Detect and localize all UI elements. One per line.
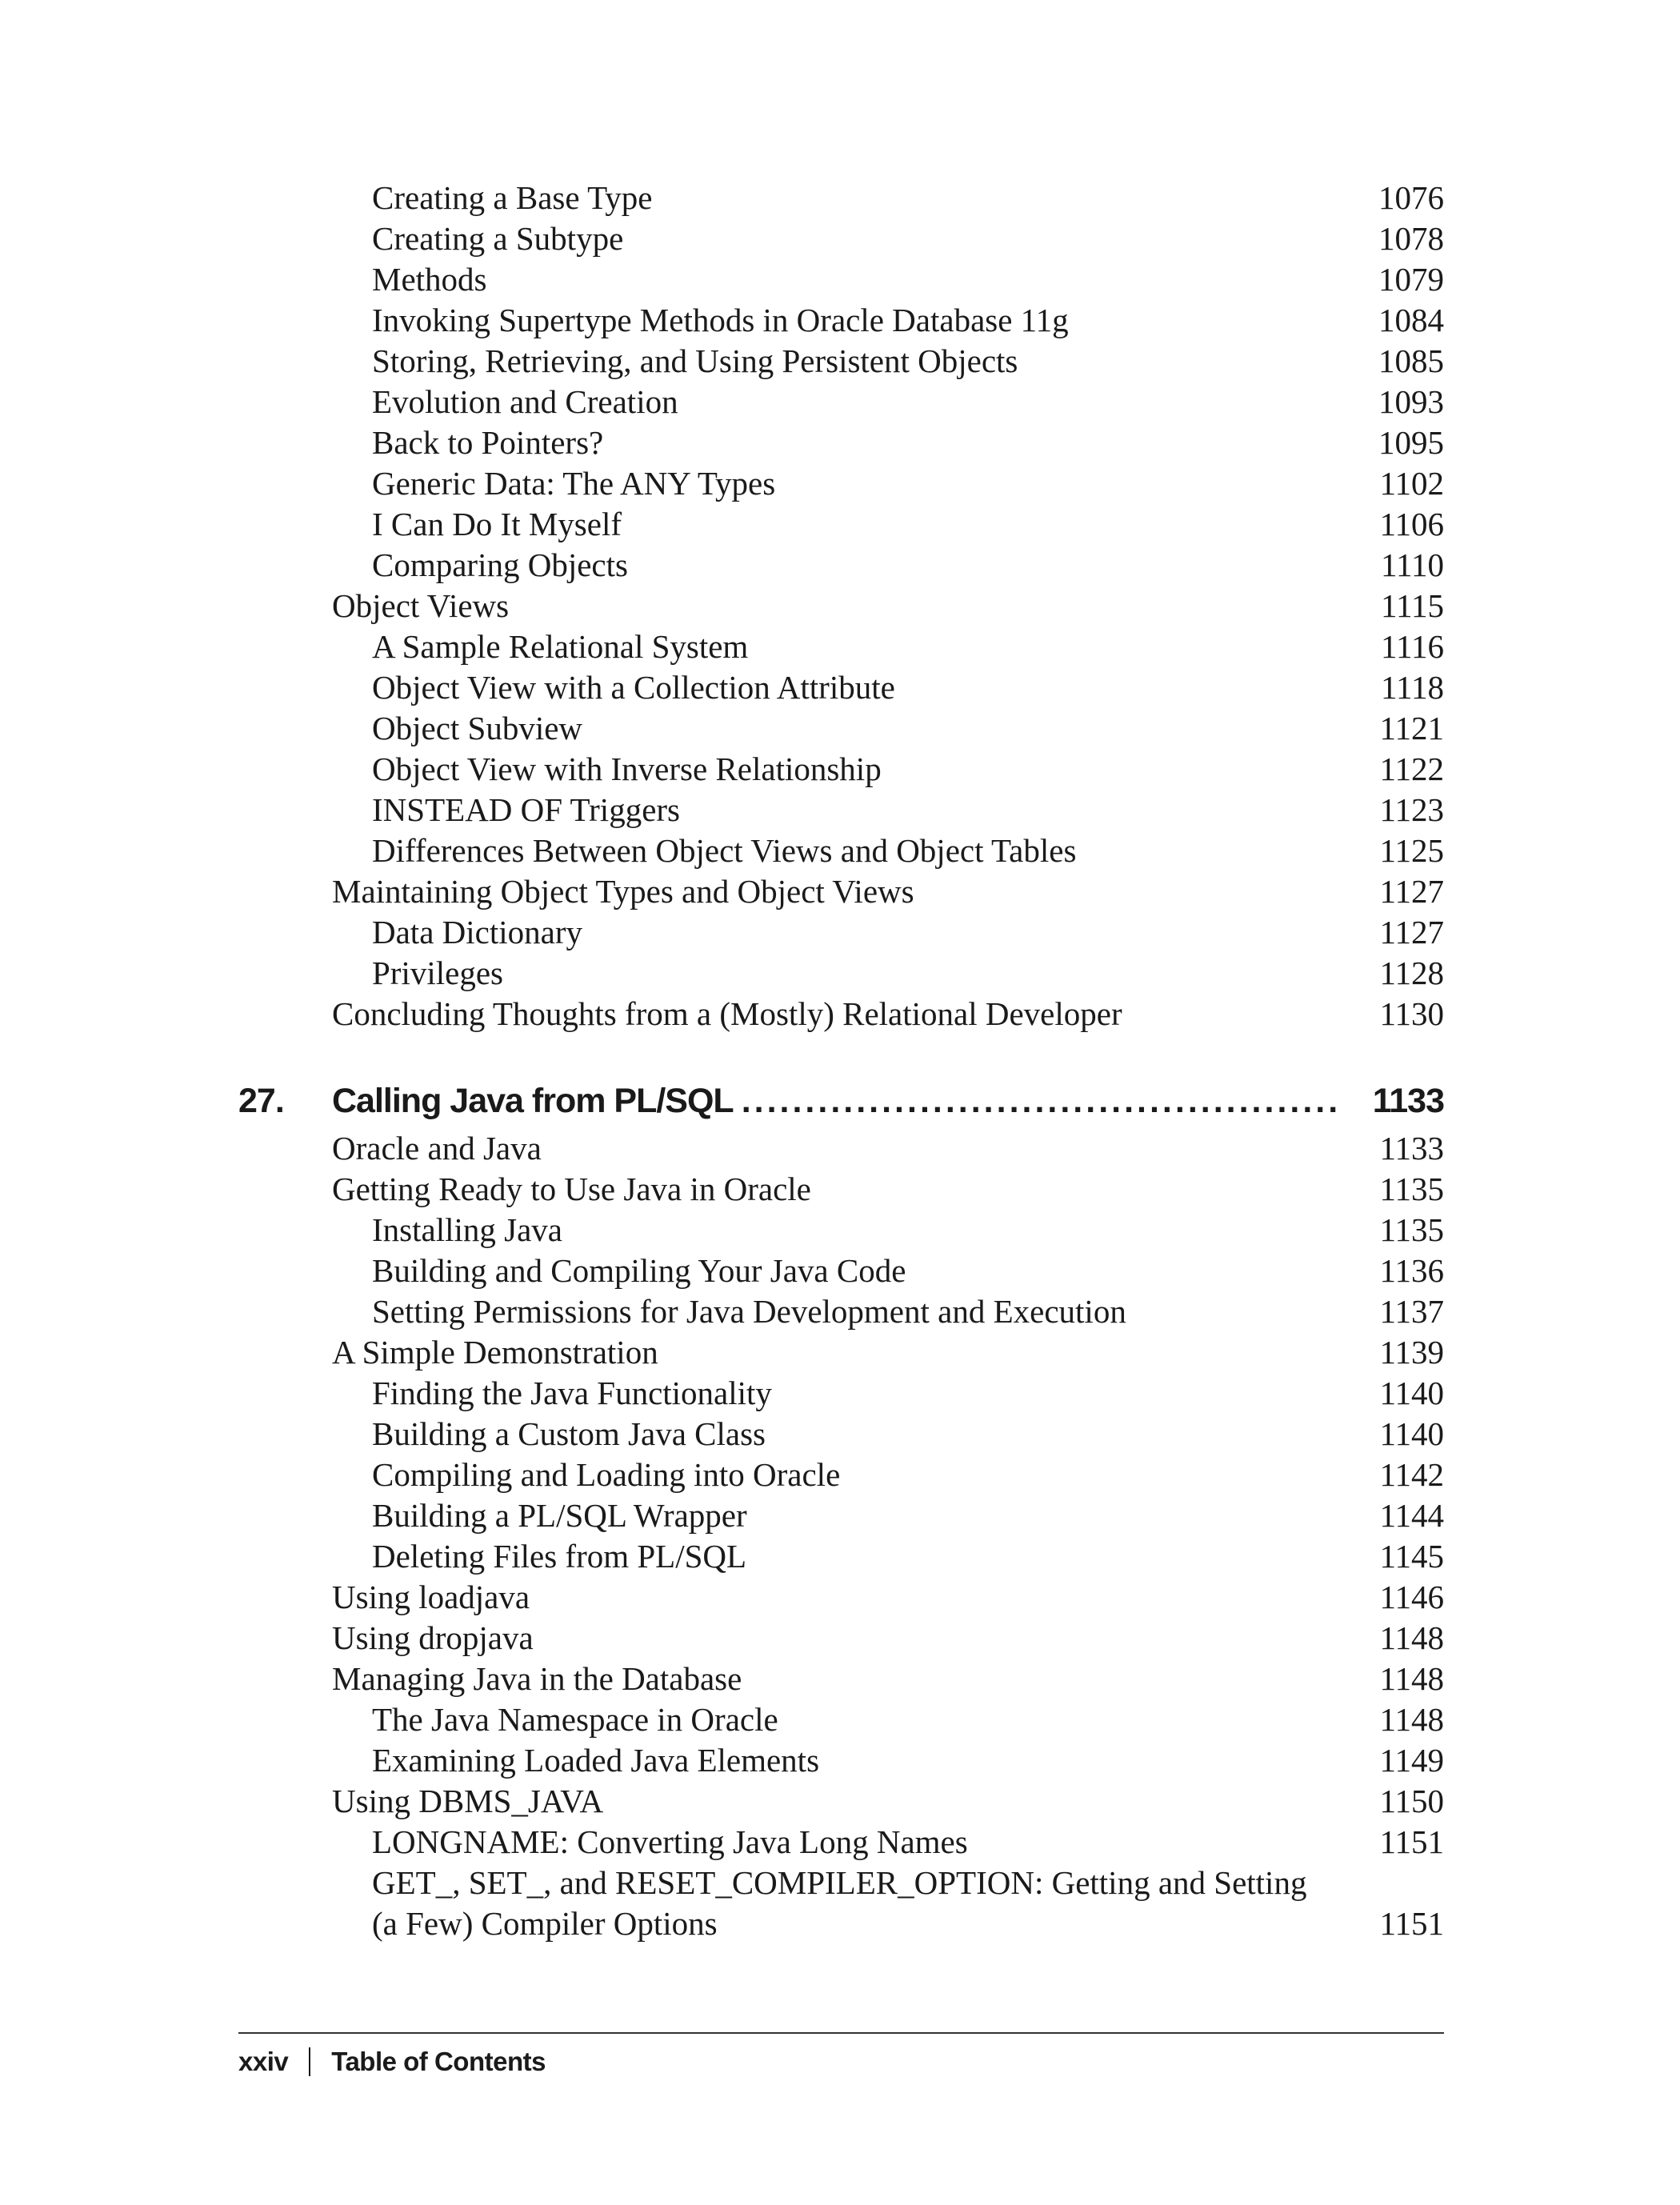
toc-entry[interactable]	[332, 1414, 1444, 1455]
toc-entry-title: Differences Between Object Views and Object Tables	[372, 832, 1077, 869]
toc-entry-title: (a Few) Compiler Options	[372, 1905, 718, 1942]
toc-entry-page: 1149	[1379, 1742, 1444, 1779]
toc-entry[interactable]	[332, 749, 1444, 790]
toc-entry[interactable]	[332, 1455, 1444, 1495]
toc-entry[interactable]	[332, 994, 1444, 1034]
toc-entry[interactable]	[332, 830, 1444, 871]
toc-entry[interactable]	[332, 1740, 1444, 1781]
toc-entry[interactable]	[332, 178, 1444, 218]
toc-entry[interactable]	[332, 1210, 1444, 1251]
toc-entry-title: Building a PL/SQL Wrapper	[372, 1497, 747, 1534]
toc-entry[interactable]	[332, 259, 1444, 300]
toc-entry[interactable]	[332, 586, 1444, 626]
toc-entry-title: A Sample Relational System	[372, 628, 749, 665]
toc-entry-page: 1135	[1379, 1211, 1444, 1248]
toc-entry-title: Using loadjava	[332, 1579, 530, 1615]
toc-entry-page: 1110	[1381, 546, 1444, 583]
toc-entry-title: Getting Ready to Use Java in Oracle	[332, 1171, 811, 1207]
toc-entry-title: Back to Pointers?	[372, 424, 604, 461]
toc-entry-title: Finding the Java Functionality	[372, 1375, 772, 1411]
page-footer	[238, 2042, 546, 2082]
toc-entry-title: Comparing Objects	[372, 546, 628, 583]
toc-entry[interactable]	[332, 1169, 1444, 1210]
chapter-title: Calling Java from PL/SQL	[332, 1082, 734, 1120]
toc-entry[interactable]	[332, 790, 1444, 830]
toc-entry-title: Object Subview	[372, 710, 583, 746]
toc-entry-page: 1128	[1379, 954, 1444, 991]
toc-entry-title: Building a Custom Java Class	[372, 1415, 766, 1452]
toc-entry-page: 1115	[1381, 587, 1444, 624]
toc-entry-page: 1084	[1378, 302, 1444, 338]
toc-entry[interactable]	[332, 341, 1444, 382]
toc-entry-page: 1106	[1379, 506, 1444, 542]
toc-entry[interactable]	[332, 1903, 1444, 1944]
toc-entry-page: 1078	[1378, 220, 1444, 257]
toc-entry-title: INSTEAD OF Triggers	[372, 791, 680, 828]
footer-separator	[309, 2047, 310, 2076]
toc-entry-page: 1125	[1379, 832, 1444, 869]
toc-entry-title: Concluding Thoughts from a (Mostly) Relational Developer	[332, 995, 1122, 1032]
chapter-leader-dots: ...............................................	[741, 1082, 1342, 1120]
toc-entry-page: 1148	[1379, 1701, 1444, 1738]
footer-rule	[238, 2032, 1444, 2034]
toc-entry[interactable]	[332, 1699, 1444, 1740]
toc-entry-page: 1123	[1379, 791, 1444, 828]
toc-entry[interactable]	[332, 300, 1444, 341]
toc-entry-title: Deleting Files from PL/SQL	[372, 1538, 747, 1575]
toc-entry-page: 1076	[1378, 179, 1444, 216]
toc-entry[interactable]	[332, 1577, 1444, 1618]
toc-entry-page: 1133	[1379, 1130, 1444, 1167]
toc-entry-page: 1085	[1378, 342, 1444, 379]
chapter-heading[interactable]	[238, 1077, 1444, 1125]
toc-entry-page: 1130	[1379, 995, 1444, 1032]
toc-entry[interactable]	[332, 912, 1444, 953]
toc-entry-page: 1140	[1379, 1415, 1444, 1452]
toc-entry-page: 1121	[1379, 710, 1444, 746]
toc-entry-page: 1118	[1381, 669, 1444, 706]
toc-entry-title: GET_, SET_, and RESET_COMPILER_OPTION: Getting and Setting	[372, 1864, 1307, 1901]
footer-section-title: Table of Contents	[331, 2047, 546, 2076]
toc-entry-title: Using dropjava	[332, 1619, 534, 1656]
toc-entry-page: 1093	[1378, 383, 1444, 420]
toc-entry[interactable]	[332, 1128, 1444, 1169]
toc-entry-page: 1139	[1379, 1334, 1444, 1371]
toc-entry-page: 1137	[1379, 1293, 1444, 1330]
toc-entry[interactable]	[332, 382, 1444, 422]
toc-entry-title: Maintaining Object Types and Object Views	[332, 873, 914, 910]
toc-entry[interactable]	[332, 1822, 1444, 1863]
toc-entry[interactable]	[332, 1659, 1444, 1699]
toc-entry[interactable]	[332, 1781, 1444, 1822]
toc-entry-page: 1079	[1378, 261, 1444, 298]
toc-entry[interactable]	[332, 667, 1444, 708]
toc-entry-page: 1150	[1379, 1783, 1444, 1819]
toc-entry-title: Privileges	[372, 954, 503, 991]
toc-entry-title: A Simple Demonstration	[332, 1334, 658, 1371]
toc-entry-title: Evolution and Creation	[372, 383, 678, 420]
toc-entry-title: Creating a Subtype	[372, 220, 624, 257]
toc-entry-page: 1136	[1379, 1252, 1444, 1289]
toc-upper-list	[332, 178, 1444, 1034]
toc-entry[interactable]	[332, 708, 1444, 749]
toc-entry-title: Setting Permissions for Java Development and Execution	[372, 1293, 1126, 1330]
toc-entry-title: Oracle and Java	[332, 1130, 542, 1167]
toc-entry-page: 1151	[1379, 1823, 1444, 1860]
toc-entry[interactable]	[332, 1291, 1444, 1332]
toc-entry-title: Creating a Base Type	[372, 179, 653, 216]
toc-entry-title: Using DBMS_JAVA	[332, 1783, 604, 1819]
toc-entry-page: 1146	[1379, 1579, 1444, 1615]
toc-entry[interactable]	[332, 1373, 1444, 1414]
toc-entry-page: 1142	[1379, 1456, 1444, 1493]
toc-entry-page: 1127	[1379, 914, 1444, 950]
toc-entry-title: LONGNAME: Converting Java Long Names	[372, 1823, 968, 1860]
toc-entry-page: 1102	[1379, 465, 1444, 502]
toc-entry[interactable]	[332, 626, 1444, 667]
toc-entry-page: 1145	[1379, 1538, 1444, 1575]
toc-entry-title: Storing, Retrieving, and Using Persistent Objects	[372, 342, 1018, 379]
toc-entry-title: Object View with a Collection Attribute	[372, 669, 895, 706]
toc-entry-title: I Can Do It Myself	[372, 506, 622, 542]
toc-entry-page: 1116	[1381, 628, 1444, 665]
toc-entry[interactable]	[332, 1495, 1444, 1536]
toc-entry-page: 1127	[1379, 873, 1444, 910]
footer-page-number: xxiv	[238, 2047, 289, 2076]
toc-entry[interactable]	[332, 1536, 1444, 1577]
toc-entry-title: Methods	[372, 261, 487, 298]
toc-entry-title: Compiling and Loading into Oracle	[372, 1456, 841, 1493]
toc-entry-title: Installing Java	[372, 1211, 562, 1248]
toc-entry[interactable]	[332, 218, 1444, 259]
toc-entry-title: Data Dictionary	[372, 914, 582, 950]
toc-entry[interactable]	[332, 1251, 1444, 1291]
toc-entry[interactable]	[332, 1618, 1444, 1659]
toc-entry[interactable]	[332, 545, 1444, 586]
toc-entry-title: Object Views	[332, 587, 510, 624]
toc-lower-list	[332, 1128, 1444, 1944]
toc-entry-title: Building and Compiling Your Java Code	[372, 1252, 906, 1289]
toc-entry-title: Object View with Inverse Relationship	[372, 750, 882, 787]
toc-entry[interactable]	[332, 1332, 1444, 1373]
toc-entry-title: Managing Java in the Database	[332, 1660, 742, 1697]
toc-entry[interactable]	[332, 504, 1444, 545]
toc-entry-page: 1148	[1379, 1619, 1444, 1656]
toc-entry-title: Invoking Supertype Methods in Oracle Database 11g	[372, 302, 1069, 338]
toc-entry[interactable]	[332, 422, 1444, 463]
toc-entry-title: The Java Namespace in Oracle	[372, 1701, 778, 1738]
chapter-page: 1133	[1372, 1082, 1444, 1120]
toc-entry-page: 1148	[1379, 1660, 1444, 1697]
toc-entry-title: Examining Loaded Java Elements	[372, 1742, 820, 1779]
toc-entry-page: 1140	[1379, 1375, 1444, 1411]
toc-entry-page: 1122	[1379, 750, 1444, 787]
chapter-number: 27.	[238, 1082, 284, 1120]
toc-entry-page: 1151	[1379, 1905, 1444, 1942]
toc-entry[interactable]	[332, 1863, 1444, 1903]
toc-entry-page: 1135	[1379, 1171, 1444, 1207]
toc-entry[interactable]	[332, 953, 1444, 994]
toc-entry-title: Generic Data: The ANY Types	[372, 465, 776, 502]
toc-entry[interactable]	[332, 871, 1444, 912]
toc-entry-page: 1144	[1379, 1497, 1444, 1534]
toc-entry-page: 1095	[1378, 424, 1444, 461]
toc-entry[interactable]	[332, 463, 1444, 504]
